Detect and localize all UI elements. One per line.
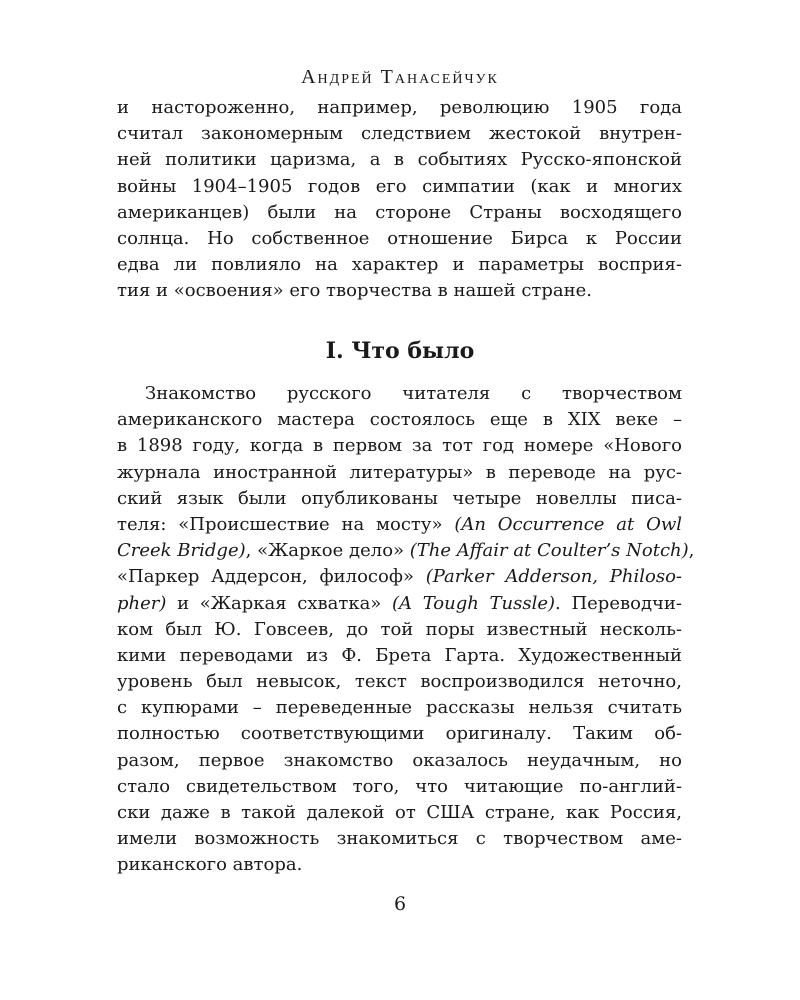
italic-title: (The Affair at Coulter’s Notch) <box>409 540 689 562</box>
text-line: имели возможность знакомиться с творчеством аме- <box>117 828 682 850</box>
text-line: риканского автора. <box>117 854 303 876</box>
italic-title: (An Occurrence at Owl <box>454 513 682 535</box>
text-line: и настороженно, например, революцию 1905 года <box>117 97 682 118</box>
italic-title: pher) <box>117 592 167 614</box>
text-line: стало свидетельством того, что читающие по-англий- <box>117 775 682 797</box>
text-run: «Паркер Аддерсон, философ» <box>117 566 426 588</box>
section-heading: I. Что было <box>325 338 475 364</box>
text-line: ком был Ю. Говсеев, до той поры известный несколь- <box>117 618 682 640</box>
italic-title: (Parker Adderson, Philoso- <box>425 566 683 588</box>
text-line: едва ли повлияло на характер и параметры восприя- <box>117 254 682 276</box>
text-line: в 1898 году, когда в первом за тот год номере «Нового <box>117 435 682 457</box>
text-run: и «Жаркая схватка» <box>166 592 392 614</box>
text-line: разом, первое знакомство оказалось неудачным, но <box>117 749 682 771</box>
text-run: , «Жаркое дело» <box>245 540 410 562</box>
text-line: тия и «освоения» его творчества в нашей стране. <box>117 280 593 302</box>
text-line <box>117 512 682 538</box>
text-line <box>117 591 682 617</box>
text-line: журнала иностранной литературы» в переводе на рус- <box>117 461 682 483</box>
text-line: войны 1904–1905 годов его симпатии (как и многих <box>117 175 682 197</box>
paragraph-section-1 <box>117 381 695 879</box>
italic-title: Creek Bridge) <box>117 540 246 562</box>
text-line: ней политики царизма, а в событиях Русско-японской <box>117 149 682 171</box>
text-run: теля: «Происшествие на мосту» <box>117 513 455 535</box>
text-line <box>117 538 695 564</box>
text-line: солнца. Но собственное отношение Бирса к России <box>117 227 682 249</box>
text-line: американского мастера состоялось еще в XIX веке – <box>117 409 682 431</box>
text-line: с купюрами – переведенные рассказы нельзя считать <box>117 697 682 719</box>
text-line <box>117 564 682 590</box>
text-line: ский язык были опубликованы четыре новеллы писа- <box>117 487 682 509</box>
text-line: Знакомство русского читателя с творчеством <box>145 383 682 404</box>
text-line: уровень был невысок, текст воспроизводился неточно, <box>117 671 682 693</box>
text-line: американцев) были на стороне Страны восходящего <box>117 201 682 223</box>
page-number: 6 <box>393 893 407 915</box>
text-line: считал закономерным следствием жестокой внутрен- <box>117 123 682 145</box>
text-run: . Переводчи- <box>555 592 683 614</box>
paragraph-continued <box>117 95 682 305</box>
text-line: ски даже в такой далекой от США стране, как Россия, <box>117 802 682 823</box>
text-line: полностью соответствующими оригиналу. Таким об- <box>117 723 682 745</box>
text-run: , <box>688 540 695 562</box>
italic-title: (A Tough Tussle) <box>392 592 556 614</box>
text-line: кими переводами из Ф. Брета Гарта. Художественный <box>117 644 682 666</box>
running-header: Андрей Танасейчук <box>301 66 499 88</box>
